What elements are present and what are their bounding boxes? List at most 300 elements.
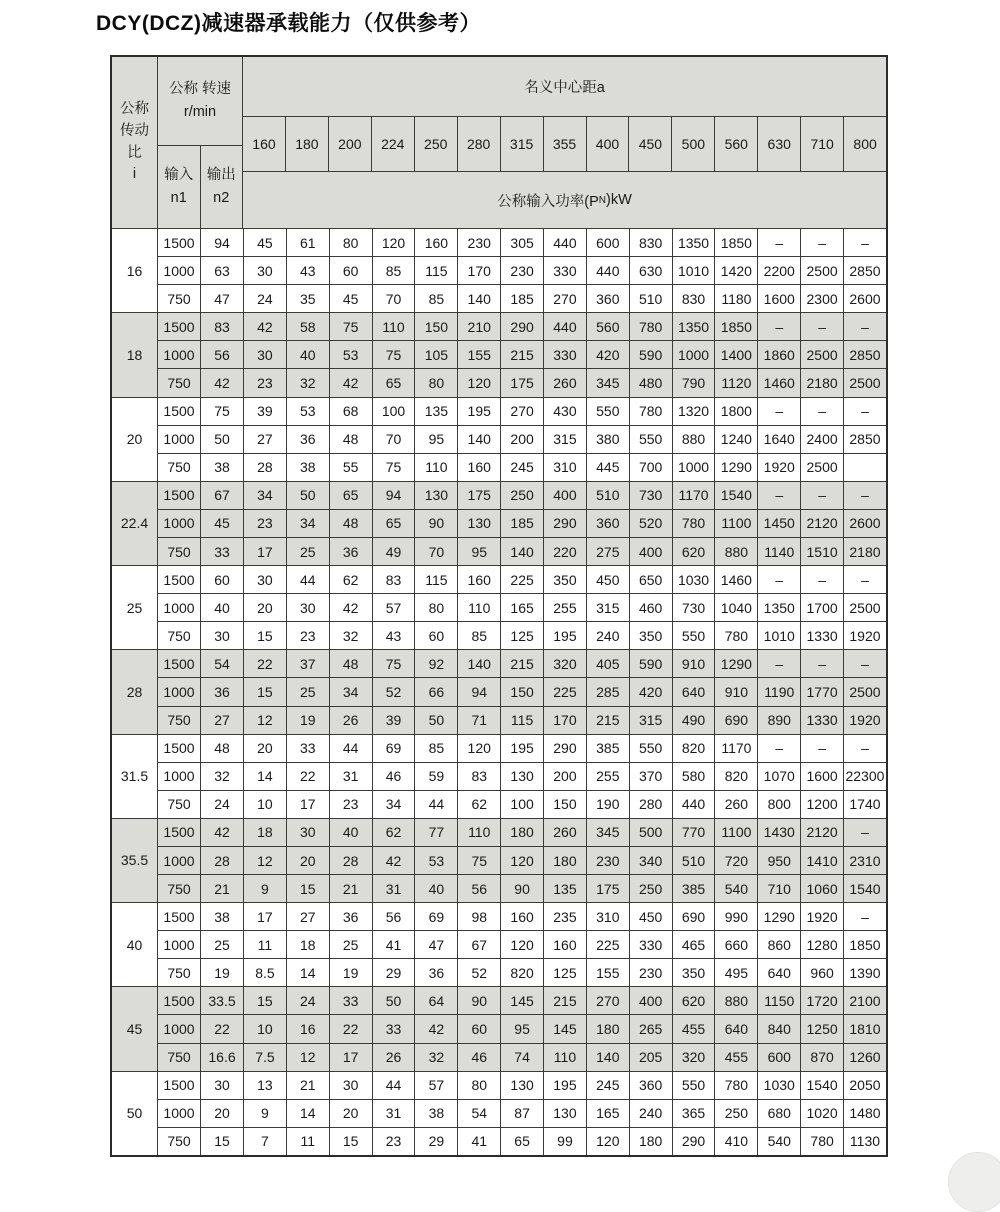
power-value-cell: 15 xyxy=(244,622,287,649)
table-row xyxy=(158,987,886,1015)
ratio-group xyxy=(112,229,886,313)
power-value-cell: 23 xyxy=(244,369,287,396)
power-value-cell: 1010 xyxy=(758,622,801,649)
speed-label: 公称 转速 xyxy=(168,80,232,97)
power-value-cell: 2850 xyxy=(849,346,881,363)
power-value-cell: 80 xyxy=(415,369,458,396)
power-value-cell: 780 xyxy=(715,1072,758,1099)
power-value-cell: 550 xyxy=(630,426,673,453)
input-speed-cell: 1500 xyxy=(158,819,201,846)
group-rows xyxy=(158,398,886,481)
input-speed-cell: 750 xyxy=(158,538,201,565)
power-value-cell: 33 xyxy=(287,735,330,762)
power-value-cell: 1140 xyxy=(758,538,801,565)
power-value-cell: 1290 xyxy=(758,903,801,930)
power-value-cell: 61 xyxy=(287,229,330,256)
power-value-cell: 215 xyxy=(587,707,630,734)
input-speed-cell: 1500 xyxy=(158,735,201,762)
power-value-cell: 1700 xyxy=(801,594,844,621)
power-value-cell: 440 xyxy=(544,313,587,340)
power-value-cell xyxy=(844,454,886,481)
power-value-cell: 22 xyxy=(287,763,330,790)
ratio-group xyxy=(112,650,886,734)
group-rows xyxy=(158,819,886,902)
table-row xyxy=(158,1015,886,1043)
power-value-cell: 385 xyxy=(587,735,630,762)
power-value-cell: 1800 xyxy=(715,398,758,425)
power-value-cell: – xyxy=(801,398,844,425)
power-value-cell: 87 xyxy=(501,1100,544,1127)
power-value-cell: 94 xyxy=(458,678,501,705)
power-value-cell: 1280 xyxy=(801,931,844,958)
power-value-cell: 255 xyxy=(544,594,587,621)
group-rows xyxy=(158,1072,886,1155)
power-value-cell: 490 xyxy=(673,707,716,734)
power-value-cell: – xyxy=(861,824,869,841)
power-value-cell: 155 xyxy=(587,959,630,986)
power-value-cell: 225 xyxy=(544,678,587,705)
power-value-cell: 7 xyxy=(244,1128,287,1155)
table-row xyxy=(158,903,886,931)
input-speed-cell: 1500 xyxy=(158,313,201,340)
power-value-cell: 240 xyxy=(630,1100,673,1127)
power-value-cell: 2120 xyxy=(801,510,844,537)
ratio-header-line: 比 xyxy=(127,144,142,161)
power-value-cell: – xyxy=(861,403,869,420)
power-value-cell: 1540 xyxy=(715,482,758,509)
table-row xyxy=(158,285,886,312)
power-value-cell: 780 xyxy=(630,398,673,425)
table-row xyxy=(158,1128,886,1155)
power-value-cell: 710 xyxy=(758,875,801,902)
power-value-cell: 230 xyxy=(458,229,501,256)
power-value-cell: 215 xyxy=(501,650,544,677)
power-value-cell: 1920 xyxy=(849,627,881,644)
power-value-cell: – xyxy=(758,313,801,340)
power-value-cell: 160 xyxy=(415,229,458,256)
input-speed-cell: 750 xyxy=(158,369,201,396)
power-value-cell: 31 xyxy=(330,763,373,790)
power-value-cell: 130 xyxy=(501,1072,544,1099)
output-speed-cell: 42 xyxy=(201,819,244,846)
power-value-cell: 95 xyxy=(501,1015,544,1042)
power-value-cell: 510 xyxy=(630,285,673,312)
power-value-cell: 1000 xyxy=(673,454,716,481)
power-value-cell: 540 xyxy=(715,875,758,902)
input-speed-cell: 1000 xyxy=(158,931,201,958)
power-value-cell: – xyxy=(861,234,869,251)
power-value-cell: – xyxy=(861,571,869,588)
power-value-cell: 160 xyxy=(458,454,501,481)
power-value-cell: 44 xyxy=(287,566,330,593)
power-value-cell: 75 xyxy=(373,650,416,677)
power-value-cell: – xyxy=(758,735,801,762)
power-value-cell: 730 xyxy=(630,482,673,509)
power-value-cell: 910 xyxy=(715,678,758,705)
table-row xyxy=(158,313,886,341)
power-value-cell: 1240 xyxy=(715,426,758,453)
power-value-cell: 620 xyxy=(673,538,716,565)
power-value-cell: 30 xyxy=(244,341,287,368)
power-value-cell: 260 xyxy=(715,791,758,818)
power-value-cell: 71 xyxy=(458,707,501,734)
power-value-cell: 80 xyxy=(415,594,458,621)
ratio-group xyxy=(112,735,886,819)
power-value-cell: 1100 xyxy=(715,510,758,537)
ratio-header-symbol: i xyxy=(132,166,137,183)
power-value-cell: 820 xyxy=(715,763,758,790)
power-value-cell: 1540 xyxy=(849,880,881,897)
power-value-cell: 52 xyxy=(458,959,501,986)
power-value-cell: 49 xyxy=(373,538,416,565)
power-value-cell: 21 xyxy=(330,875,373,902)
power-value-cell: 20 xyxy=(244,735,287,762)
power-value-cell: 410 xyxy=(715,1128,758,1155)
power-value-cell: 43 xyxy=(287,257,330,284)
power-value-cell: – xyxy=(861,655,869,672)
output-speed-cell: 60 xyxy=(201,566,244,593)
power-value-cell: 250 xyxy=(501,482,544,509)
power-value-cell: 195 xyxy=(501,735,544,762)
power-value-cell: 75 xyxy=(458,847,501,874)
power-value-cell: 950 xyxy=(758,847,801,874)
power-value-cell: 130 xyxy=(501,763,544,790)
ratio-cell: 25 xyxy=(112,566,158,649)
power-value-cell: 290 xyxy=(544,510,587,537)
power-value-cell: 75 xyxy=(373,454,416,481)
power-value-cell: 890 xyxy=(758,707,801,734)
power-value-cell: 11 xyxy=(244,931,287,958)
output-speed-cell: 50 xyxy=(201,426,244,453)
power-value-cell: 310 xyxy=(544,454,587,481)
power-value-cell: 195 xyxy=(458,398,501,425)
power-value-cell: 400 xyxy=(630,987,673,1014)
input-speed-symbol: n1 xyxy=(170,190,187,206)
power-value-cell: 48 xyxy=(330,650,373,677)
power-value-cell: 245 xyxy=(501,454,544,481)
power-value-cell: 32 xyxy=(330,622,373,649)
power-value-cell: 330 xyxy=(544,257,587,284)
power-value-cell: 18 xyxy=(244,819,287,846)
power-value-cell: 70 xyxy=(373,426,416,453)
power-value-cell: 105 xyxy=(415,341,458,368)
ratio-group xyxy=(112,903,886,987)
power-value-cell: 680 xyxy=(758,1100,801,1127)
power-value-cell: 400 xyxy=(544,482,587,509)
power-value-cell: 100 xyxy=(501,791,544,818)
power-value-cell: 110 xyxy=(415,454,458,481)
power-value-cell: 600 xyxy=(758,1044,801,1071)
center-distance-label: 名义中心距a xyxy=(524,80,605,96)
table-row xyxy=(158,341,886,369)
power-value-cell: 1330 xyxy=(801,707,844,734)
power-value-cell: – xyxy=(861,487,869,504)
power-value-cell: 145 xyxy=(501,987,544,1014)
power-value-cell: 34 xyxy=(287,510,330,537)
power-value-cell: 2500 xyxy=(801,257,844,284)
power-value-cell: 210 xyxy=(458,313,501,340)
ratio-group xyxy=(112,819,886,903)
output-speed-cell: 40 xyxy=(201,594,244,621)
ratio-cell: 40 xyxy=(112,903,158,986)
power-value-cell: 32 xyxy=(287,369,330,396)
power-value-cell: 68 xyxy=(330,398,373,425)
power-value-cell: 150 xyxy=(544,791,587,818)
power-value-cell: 500 xyxy=(630,819,673,846)
power-value-cell: 330 xyxy=(630,931,673,958)
power-value-cell: 46 xyxy=(458,1044,501,1071)
output-speed-cell: 25 xyxy=(201,931,244,958)
power-value-cell: 150 xyxy=(501,678,544,705)
power-value-cell: 580 xyxy=(673,763,716,790)
power-value-cell: 510 xyxy=(673,847,716,874)
input-speed-cell: 1000 xyxy=(158,510,201,537)
power-value-cell: 34 xyxy=(244,482,287,509)
power-value-cell: 175 xyxy=(587,875,630,902)
page-curl-mark xyxy=(948,1152,1000,1212)
ratio-cell: 31.5 xyxy=(112,735,158,818)
power-value-cell: 70 xyxy=(373,285,416,312)
power-value-cell: 36 xyxy=(330,903,373,930)
power-value-cell: 14 xyxy=(287,1100,330,1127)
power-value-cell: 42 xyxy=(415,1015,458,1042)
power-value-cell: 19 xyxy=(330,959,373,986)
power-value-cell: 365 xyxy=(673,1100,716,1127)
output-speed-cell: 56 xyxy=(201,341,244,368)
power-value-cell: 85 xyxy=(415,735,458,762)
output-speed-cell: 20 xyxy=(201,1100,244,1127)
power-value-cell: 19 xyxy=(287,707,330,734)
power-value-cell: 57 xyxy=(373,594,416,621)
power-value-cell: 540 xyxy=(758,1128,801,1155)
power-value-cell: 1200 xyxy=(801,791,844,818)
output-speed-cell: 19 xyxy=(201,959,244,986)
power-value-cell: 90 xyxy=(415,510,458,537)
power-value-cell: 42 xyxy=(330,594,373,621)
power-value-cell: 1810 xyxy=(849,1021,881,1038)
power-value-cell: 60 xyxy=(330,257,373,284)
center-distance-header-cell: 250 xyxy=(415,117,458,171)
power-value-cell: 315 xyxy=(544,426,587,453)
power-value-cell: 22 xyxy=(244,650,287,677)
input-speed-cell: 1500 xyxy=(158,650,201,677)
power-value-cell: 400 xyxy=(630,538,673,565)
output-speed-cell: 33.5 xyxy=(201,987,244,1014)
power-value-cell: 39 xyxy=(244,398,287,425)
power-value-cell: 1510 xyxy=(801,538,844,565)
power-value-cell: 480 xyxy=(630,369,673,396)
power-value-cell: 465 xyxy=(673,931,716,958)
center-distance-header-cell: 630 xyxy=(758,117,801,171)
power-label-post: )kW xyxy=(605,192,632,208)
power-value-cell: 2850 xyxy=(849,431,881,448)
power-value-cell: 33 xyxy=(373,1015,416,1042)
ratio-cell: 18 xyxy=(112,313,158,396)
power-label-pre: 公称输入功率(P xyxy=(497,193,599,210)
table-row xyxy=(158,426,886,454)
power-value-cell: 1480 xyxy=(849,1105,881,1122)
power-value-cell: 165 xyxy=(587,1100,630,1127)
power-value-cell: 270 xyxy=(544,285,587,312)
center-distance-header-cell: 180 xyxy=(286,117,329,171)
power-value-cell: – xyxy=(758,229,801,256)
power-value-cell: 620 xyxy=(673,987,716,1014)
power-value-cell: 110 xyxy=(544,1044,587,1071)
power-value-cell: 16 xyxy=(287,1015,330,1042)
group-rows xyxy=(158,566,886,649)
power-value-cell: 800 xyxy=(758,791,801,818)
power-value-cell: 265 xyxy=(630,1015,673,1042)
page-title: DCY(DCZ)减速器承载能力（仅供参考） xyxy=(96,12,481,35)
power-value-cell: 10 xyxy=(244,791,287,818)
power-value-cell: 69 xyxy=(415,903,458,930)
power-value-cell: 1260 xyxy=(849,1049,881,1066)
power-value-cell: 220 xyxy=(544,538,587,565)
power-value-cell: 175 xyxy=(501,369,544,396)
power-value-cell: 74 xyxy=(501,1044,544,1071)
power-value-cell: 185 xyxy=(501,510,544,537)
ratio-cell: 45 xyxy=(112,987,158,1070)
power-value-cell: 260 xyxy=(544,819,587,846)
power-value-cell: 1390 xyxy=(849,964,881,981)
power-value-cell: 21 xyxy=(287,1072,330,1099)
power-value-cell: 130 xyxy=(458,510,501,537)
power-value-cell: 17 xyxy=(244,538,287,565)
power-value-cell: 690 xyxy=(715,707,758,734)
output-speed-cell: 30 xyxy=(201,622,244,649)
power-value-cell: 94 xyxy=(373,482,416,509)
power-value-cell: 56 xyxy=(373,903,416,930)
power-value-cell: 430 xyxy=(544,398,587,425)
power-value-cell: 2100 xyxy=(849,992,881,1009)
table-row xyxy=(158,1100,886,1128)
input-speed-cell: 1000 xyxy=(158,341,201,368)
input-speed-cell: 1500 xyxy=(158,229,201,256)
power-value-cell: 85 xyxy=(373,257,416,284)
power-value-cell: 1350 xyxy=(673,229,716,256)
power-value-cell: 36 xyxy=(415,959,458,986)
input-speed-label: 输入 xyxy=(164,166,194,183)
power-value-cell: 34 xyxy=(330,678,373,705)
table-row xyxy=(158,791,886,818)
power-value-cell: 510 xyxy=(587,482,630,509)
input-speed-cell: 750 xyxy=(158,285,201,312)
power-value-cell: 1770 xyxy=(801,678,844,705)
power-value-cell: 590 xyxy=(630,341,673,368)
power-value-cell: 1040 xyxy=(715,594,758,621)
input-speed-cell: 750 xyxy=(158,1044,201,1071)
power-value-cell: 1100 xyxy=(715,819,758,846)
table-row xyxy=(158,650,886,678)
power-value-cell: 100 xyxy=(373,398,416,425)
power-value-cell: 12 xyxy=(244,847,287,874)
group-rows xyxy=(158,987,886,1070)
power-value-cell: 29 xyxy=(415,1128,458,1155)
ratio-cell: 22.4 xyxy=(112,482,158,565)
center-distance-header-cell: 450 xyxy=(629,117,672,171)
output-speed-cell: 75 xyxy=(201,398,244,425)
power-value-cell: 240 xyxy=(587,622,630,649)
power-value-cell: 69 xyxy=(373,735,416,762)
power-value-cell: 460 xyxy=(630,594,673,621)
power-value-cell: 50 xyxy=(415,707,458,734)
power-value-cell: 38 xyxy=(287,454,330,481)
power-value-cell: 2050 xyxy=(849,1077,881,1094)
power-value-cell: 46 xyxy=(373,763,416,790)
power-value-cell: 31 xyxy=(373,1100,416,1127)
power-value-cell: 53 xyxy=(330,341,373,368)
power-value-cell: 62 xyxy=(330,566,373,593)
power-value-cell: 1460 xyxy=(758,369,801,396)
output-speed-cell: 54 xyxy=(201,650,244,677)
ratio-cell: 28 xyxy=(112,650,158,733)
power-value-cell: 1060 xyxy=(801,875,844,902)
power-value-cell: 830 xyxy=(673,285,716,312)
power-value-cell: 200 xyxy=(544,763,587,790)
input-speed-cell: 750 xyxy=(158,875,201,902)
center-distance-header-cell: 315 xyxy=(501,117,544,171)
power-value-cell: 20 xyxy=(244,594,287,621)
power-value-cell: 29 xyxy=(373,959,416,986)
power-value-cell: 1460 xyxy=(715,566,758,593)
power-value-cell: 315 xyxy=(587,594,630,621)
group-rows xyxy=(158,650,886,733)
power-value-cell: 30 xyxy=(244,257,287,284)
power-value-cell: 95 xyxy=(415,426,458,453)
center-distance-header-cell: 800 xyxy=(853,136,877,152)
power-value-cell: – xyxy=(801,482,844,509)
table-row xyxy=(158,1072,886,1100)
power-value-cell: 2200 xyxy=(758,257,801,284)
power-value-cell: 360 xyxy=(587,285,630,312)
output-speed-cell: 36 xyxy=(201,678,244,705)
power-value-cell: 275 xyxy=(587,538,630,565)
power-value-cell: 30 xyxy=(330,1072,373,1099)
power-value-cell: 1030 xyxy=(758,1072,801,1099)
power-value-cell: 1130 xyxy=(849,1133,881,1150)
ratio-group xyxy=(112,482,886,566)
power-value-cell: 28 xyxy=(244,454,287,481)
power-value-cell: 780 xyxy=(801,1128,844,1155)
power-value-cell: 70 xyxy=(415,538,458,565)
power-value-cell: 12 xyxy=(287,1044,330,1071)
power-value-cell: 700 xyxy=(630,454,673,481)
power-value-cell: 140 xyxy=(587,1044,630,1071)
input-speed-cell: 1000 xyxy=(158,678,201,705)
power-value-cell: 310 xyxy=(587,903,630,930)
center-distance-header-cell: 280 xyxy=(458,117,501,171)
power-value-cell: 180 xyxy=(587,1015,630,1042)
power-value-cell: 26 xyxy=(330,707,373,734)
power-value-cell: 340 xyxy=(630,847,673,874)
power-label-sub: N xyxy=(598,194,606,206)
power-value-cell: 40 xyxy=(330,819,373,846)
power-value-cell: – xyxy=(801,735,844,762)
output-speed-cell: 48 xyxy=(201,735,244,762)
ratio-cell: 20 xyxy=(112,398,158,481)
power-value-cell: 2120 xyxy=(801,819,844,846)
power-value-cell: 24 xyxy=(244,285,287,312)
speed-io-row xyxy=(158,146,242,228)
power-value-cell: 1920 xyxy=(849,712,881,729)
power-value-cell: 2500 xyxy=(801,454,844,481)
power-value-cell: 45 xyxy=(330,285,373,312)
power-value-cell: 9 xyxy=(244,1100,287,1127)
power-value-cell: 60 xyxy=(458,1015,501,1042)
power-value-cell: 180 xyxy=(501,819,544,846)
power-value-cell: 550 xyxy=(673,622,716,649)
center-distance-header-cell: 400 xyxy=(587,117,630,171)
